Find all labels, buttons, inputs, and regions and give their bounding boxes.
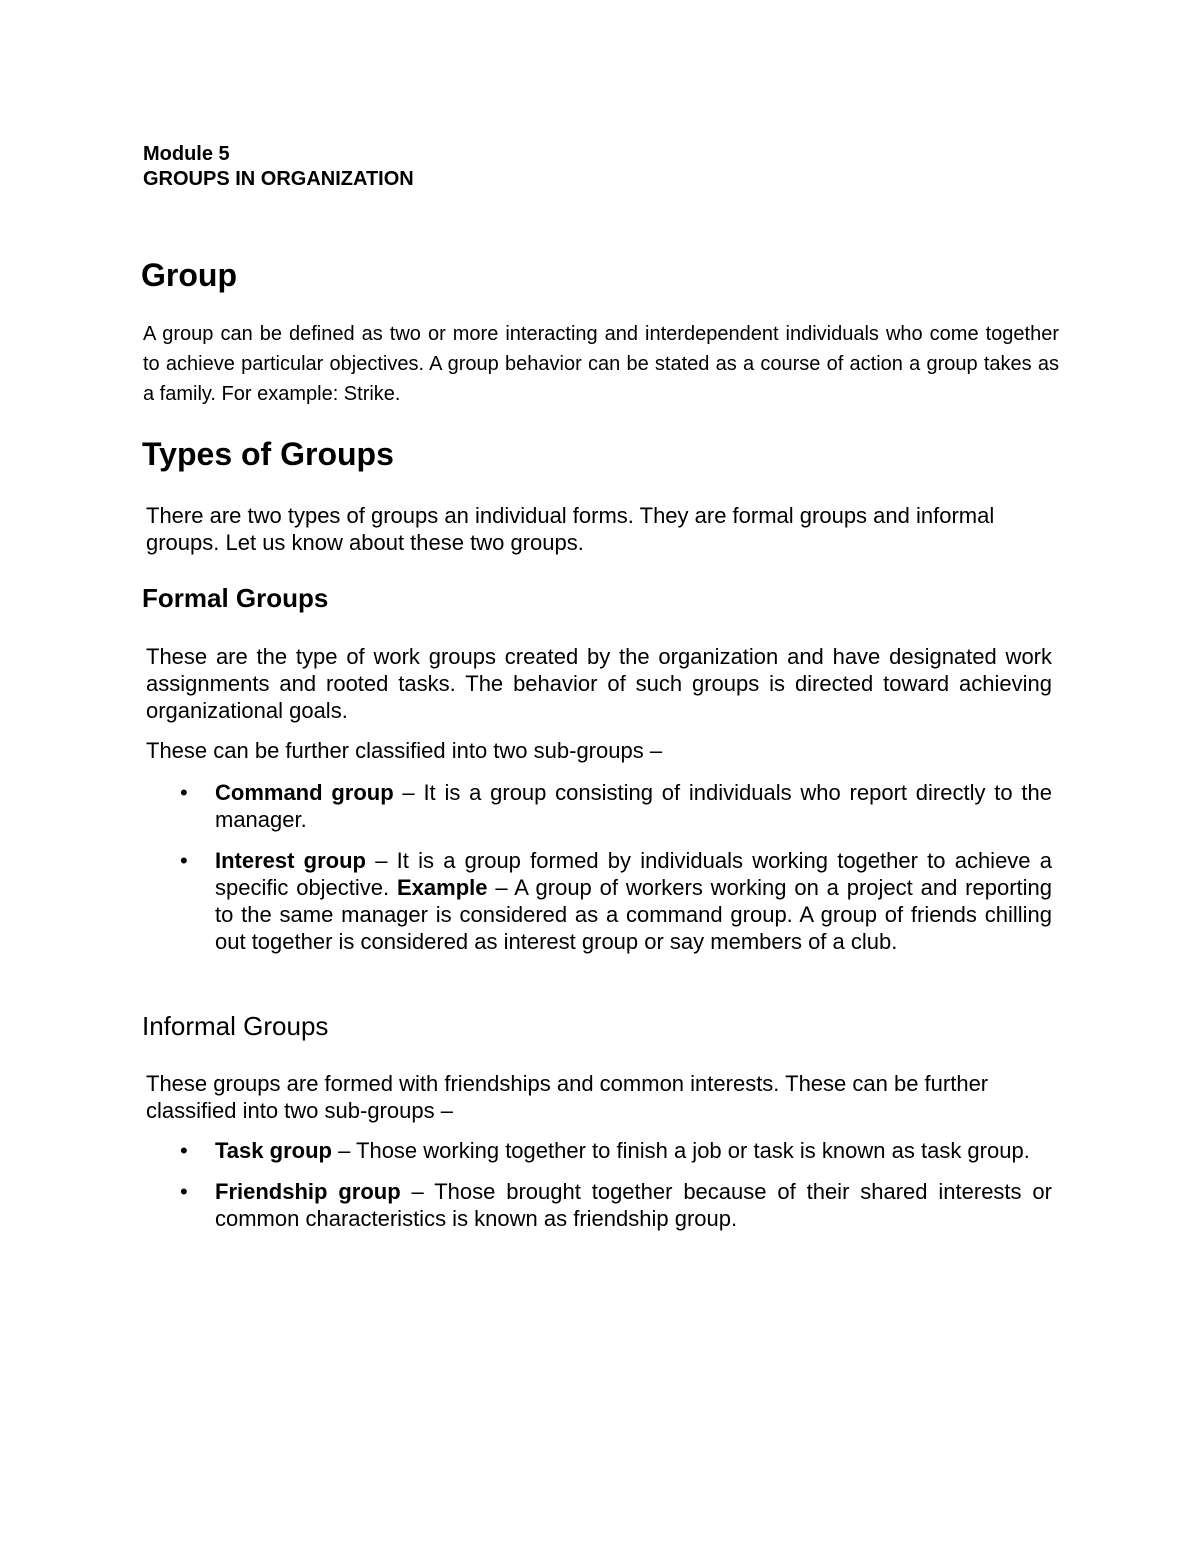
informal-subgroups-list — [180, 1137, 1052, 1246]
description-interest-group: – It is a group formed by individuals working together to achieve a specific objective. — [215, 848, 1052, 900]
heading-types-of-groups: Types of Groups — [142, 436, 394, 472]
list-item-friendship-group — [180, 1178, 1052, 1232]
list-item-command-group — [180, 779, 1052, 833]
term-interest-group: Interest group — [215, 848, 366, 873]
term-friendship-group: Friendship group — [215, 1179, 401, 1204]
description-command-group: – It is a group consisting of individuals who report directly to the manager. — [215, 780, 1052, 832]
description-friendship-group: – Those brought together because of their shared interests or common characteristics is known as friendship group. — [215, 1179, 1052, 1231]
bullet-icon: • — [180, 848, 188, 873]
term-task-group: Task group — [215, 1138, 332, 1163]
heading-group: Group — [141, 257, 237, 293]
bullet-icon: • — [180, 780, 188, 805]
term-example: Example — [397, 875, 488, 900]
paragraph-formal-groups: These are the type of work groups created by the organization and have designated work assignments and rooted tasks. The behavior of such groups is directed toward achieving organizational goals. — [146, 644, 1052, 723]
formal-subgroups-intro: These can be further classified into two sub-groups – — [146, 738, 663, 763]
module-title: GROUPS IN ORGANIZATION — [143, 168, 414, 190]
paragraph-group-definition: A group can be defined as two or more interacting and interdependent individuals who come together to achieve particular objectives. A group behavior can be stated as a course of action a group takes as a family. For example: Strike. — [143, 323, 1059, 405]
heading-informal-groups: Informal Groups — [142, 1011, 329, 1041]
description-example: – A group of workers working on a project and reporting to the same manager is considered as a command group. A group of friends chilling out together is considered as interest group or say members of a club. — [215, 875, 1052, 954]
bullet-icon: • — [180, 1179, 188, 1204]
heading-formal-groups: Formal Groups — [142, 583, 329, 613]
paragraph-types-of-groups: There are two types of groups an individual forms. They are formal groups and informal groups. Let us know about these two groups. — [146, 503, 995, 555]
module-label: Module 5 — [143, 143, 230, 165]
paragraph-informal-groups: These groups are formed with friendships and common interests. These can be further classified into two sub-groups – — [146, 1071, 989, 1123]
description-task-group: – Those working together to finish a job or task is known as task group. — [331, 1138, 1030, 1163]
list-item-task-group — [180, 1137, 1052, 1164]
formal-subgroups-list — [180, 779, 1052, 969]
list-item-interest-group — [180, 847, 1052, 955]
term-command-group: Command group — [215, 780, 394, 805]
bullet-icon: • — [180, 1138, 188, 1163]
